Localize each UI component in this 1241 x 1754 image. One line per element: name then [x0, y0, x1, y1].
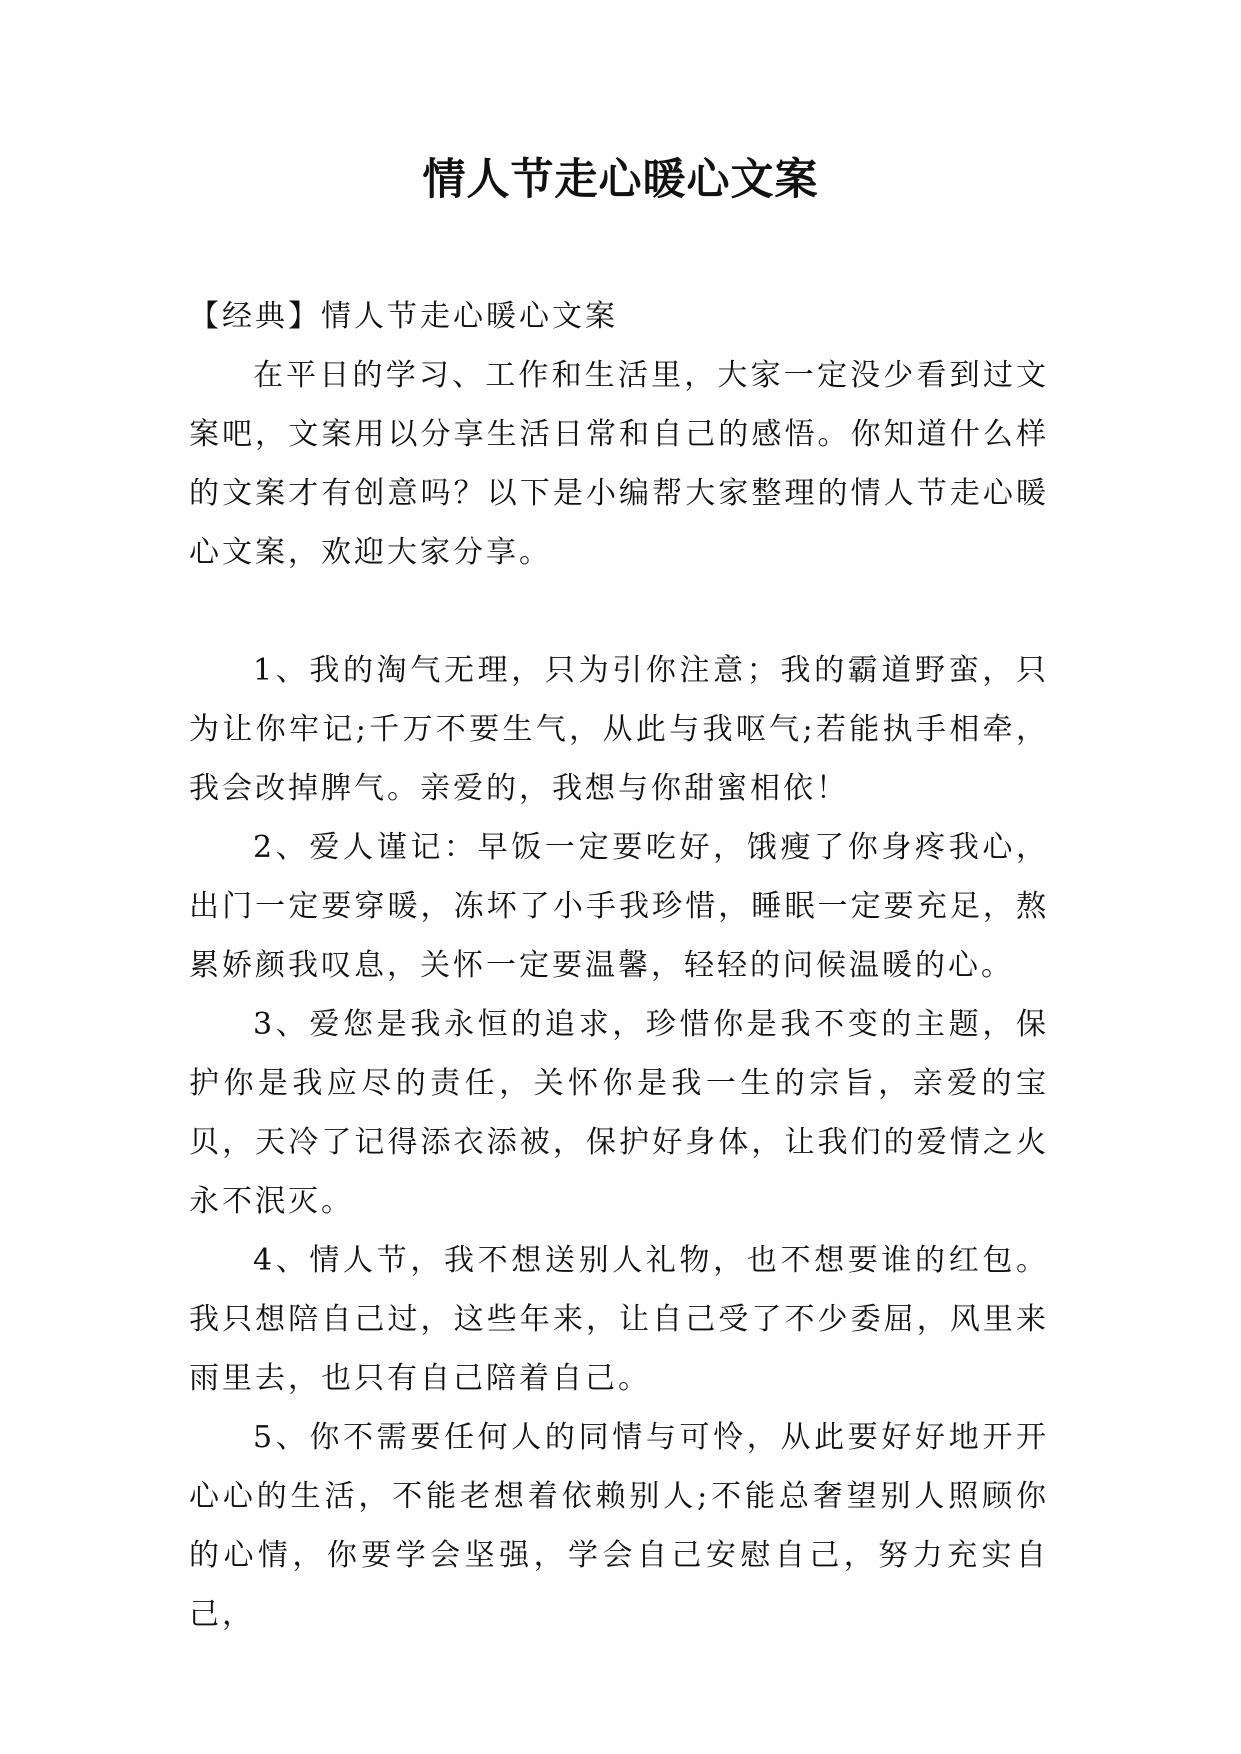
list-item-5: 5、你不需要任何人的同情与可怜，从此要好好地开开心心的生活，不能老想着依赖别人;不能总奢望别人照顾你的心情，你要学会坚强，学会自己安慰自己，努力充实自己， [189, 1420, 1049, 1632]
document-body [189, 287, 1049, 1644]
list-item-4: 4、情人节，我不想送别人礼物，也不想要谁的红包。我只想陪自己过，这些年来，让自己受了不少委屈，风里来雨里去，也只有自己陪着自己。 [189, 1243, 1049, 1396]
paragraph-spacer [189, 582, 1049, 641]
intro-paragraph: 在平日的学习、工作和生活里，大家一定没少看到过文案吧，文案用以分享生活日常和自己的感悟。你知道什么样的文案才有创意吗？以下是小编帮大家整理的情人节走心暖心文案，欢迎大家分享。 [189, 358, 1049, 570]
list-item-3: 3、爱您是我永恒的追求，珍惜你是我不变的主题，保护你是我应尽的责任，关怀你是我一生的宗旨，亲爱的宝贝，天冷了记得添衣添被，保护好身体，让我们的爱情之火永不泯灭。 [189, 1007, 1049, 1219]
list-item-1: 1、我的淘气无理，只为引你注意；我的霸道野蛮，只为让你牢记;千万不要生气，从此与我呕气;若能执手相牵，我会改掉脾气。亲爱的，我想与你甜蜜相依！ [189, 653, 1049, 806]
document-subtitle: 【经典】情人节走心暖心文案 [189, 299, 618, 334]
list-item-2: 2、爱人谨记：早饭一定要吃好，饿瘦了你身疼我心，出门一定要穿暖，冻坏了小手我珍惜，睡眠一定要充足，熬累娇颜我叹息，关怀一定要温馨，轻轻的问候温暖的心。 [189, 830, 1049, 983]
document-title: 情人节走心暖心文案 [422, 155, 819, 205]
